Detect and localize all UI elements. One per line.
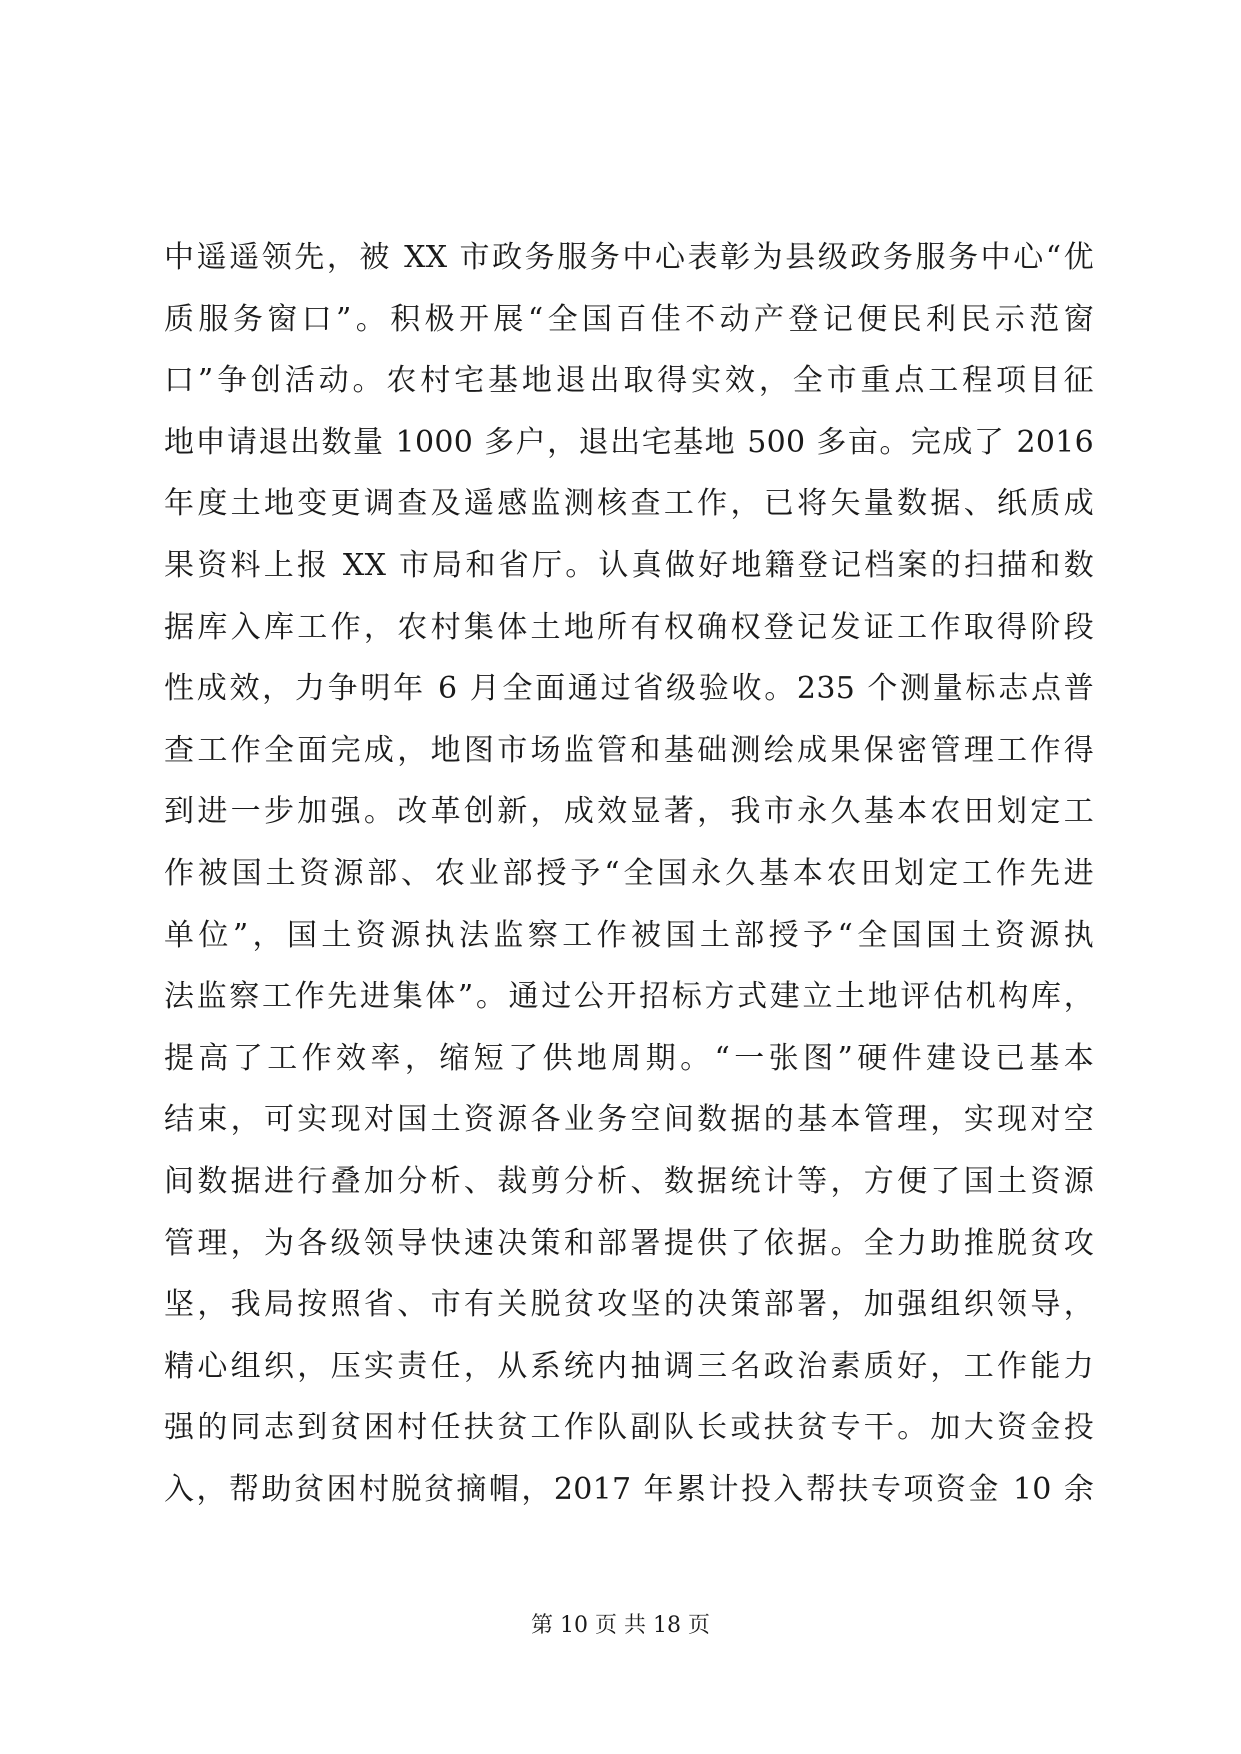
text-line: 查工作全面完成，地图市场监管和基础测绘成果保密管理工作得 bbox=[164, 732, 1094, 768]
text-line: 提高了工作效率，缩短了供地周期。“一张图”硬件建设已基本 bbox=[164, 1040, 1094, 1076]
text-line: 果资料上报 XX 市局和省厅。认真做好地籍登记档案的扫描和数 bbox=[164, 547, 1094, 583]
text-line: 坚，我局按照省、市有关脱贫攻坚的决策部署，加强组织领导， bbox=[164, 1287, 1094, 1323]
text-line: 入，帮助贫困村脱贫摘帽，2017 年累计投入帮扶专项资金 10 余 bbox=[164, 1471, 1094, 1507]
page-number-footer: 第 10 页 共 18 页 bbox=[531, 1613, 710, 1638]
text-line: 强的同志到贫困村任扶贫工作队副队长或扶贫专干。加大资金投 bbox=[164, 1410, 1094, 1446]
text-line: 间数据进行叠加分析、裁剪分析、数据统计等，方便了国土资源 bbox=[164, 1163, 1094, 1199]
text-line: 单位”，国土资源执法监察工作被国土部授予“全国国土资源执 bbox=[164, 917, 1094, 953]
text-line: 到进一步加强。改革创新，成效显著，我市永久基本农田划定工 bbox=[164, 794, 1094, 830]
text-line: 据库入库工作，农村集体土地所有权确权登记发证工作取得阶段 bbox=[164, 609, 1094, 645]
text-line: 年度土地变更调查及遥感监测核查工作，已将矢量数据、纸质成 bbox=[164, 486, 1094, 522]
text-line: 管理，为各级领导快速决策和部署提供了依据。全力助推脱贫攻 bbox=[164, 1225, 1094, 1261]
text-line: 法监察工作先进集体”。通过公开招标方式建立土地评估机构库， bbox=[164, 979, 1094, 1015]
text-line: 质服务窗口”。积极开展“全国百佳不动产登记便民利民示范窗 bbox=[164, 301, 1094, 337]
text-line: 精心组织，压实责任，从系统内抽调三名政治素质好，工作能力 bbox=[164, 1348, 1094, 1384]
text-line: 性成效，力争明年 6 月全面通过省级验收。235 个测量标志点普 bbox=[164, 671, 1094, 707]
text-line: 口”争创活动。农村宅基地退出取得实效，全市重点工程项目征 bbox=[164, 363, 1094, 399]
body-text bbox=[164, 227, 1094, 1520]
text-line: 地申请退出数量 1000 多户，退出宅基地 500 多亩。完成了 2016 bbox=[164, 424, 1094, 460]
text-line: 结束，可实现对国土资源各业务空间数据的基本管理，实现对空 bbox=[164, 1102, 1094, 1138]
text-line: 作被国土资源部、农业部授予“全国永久基本农田划定工作先进 bbox=[164, 855, 1094, 891]
text-line: 中遥遥领先，被 XX 市政务服务中心表彰为县级政务服务中心“优 bbox=[164, 240, 1094, 275]
